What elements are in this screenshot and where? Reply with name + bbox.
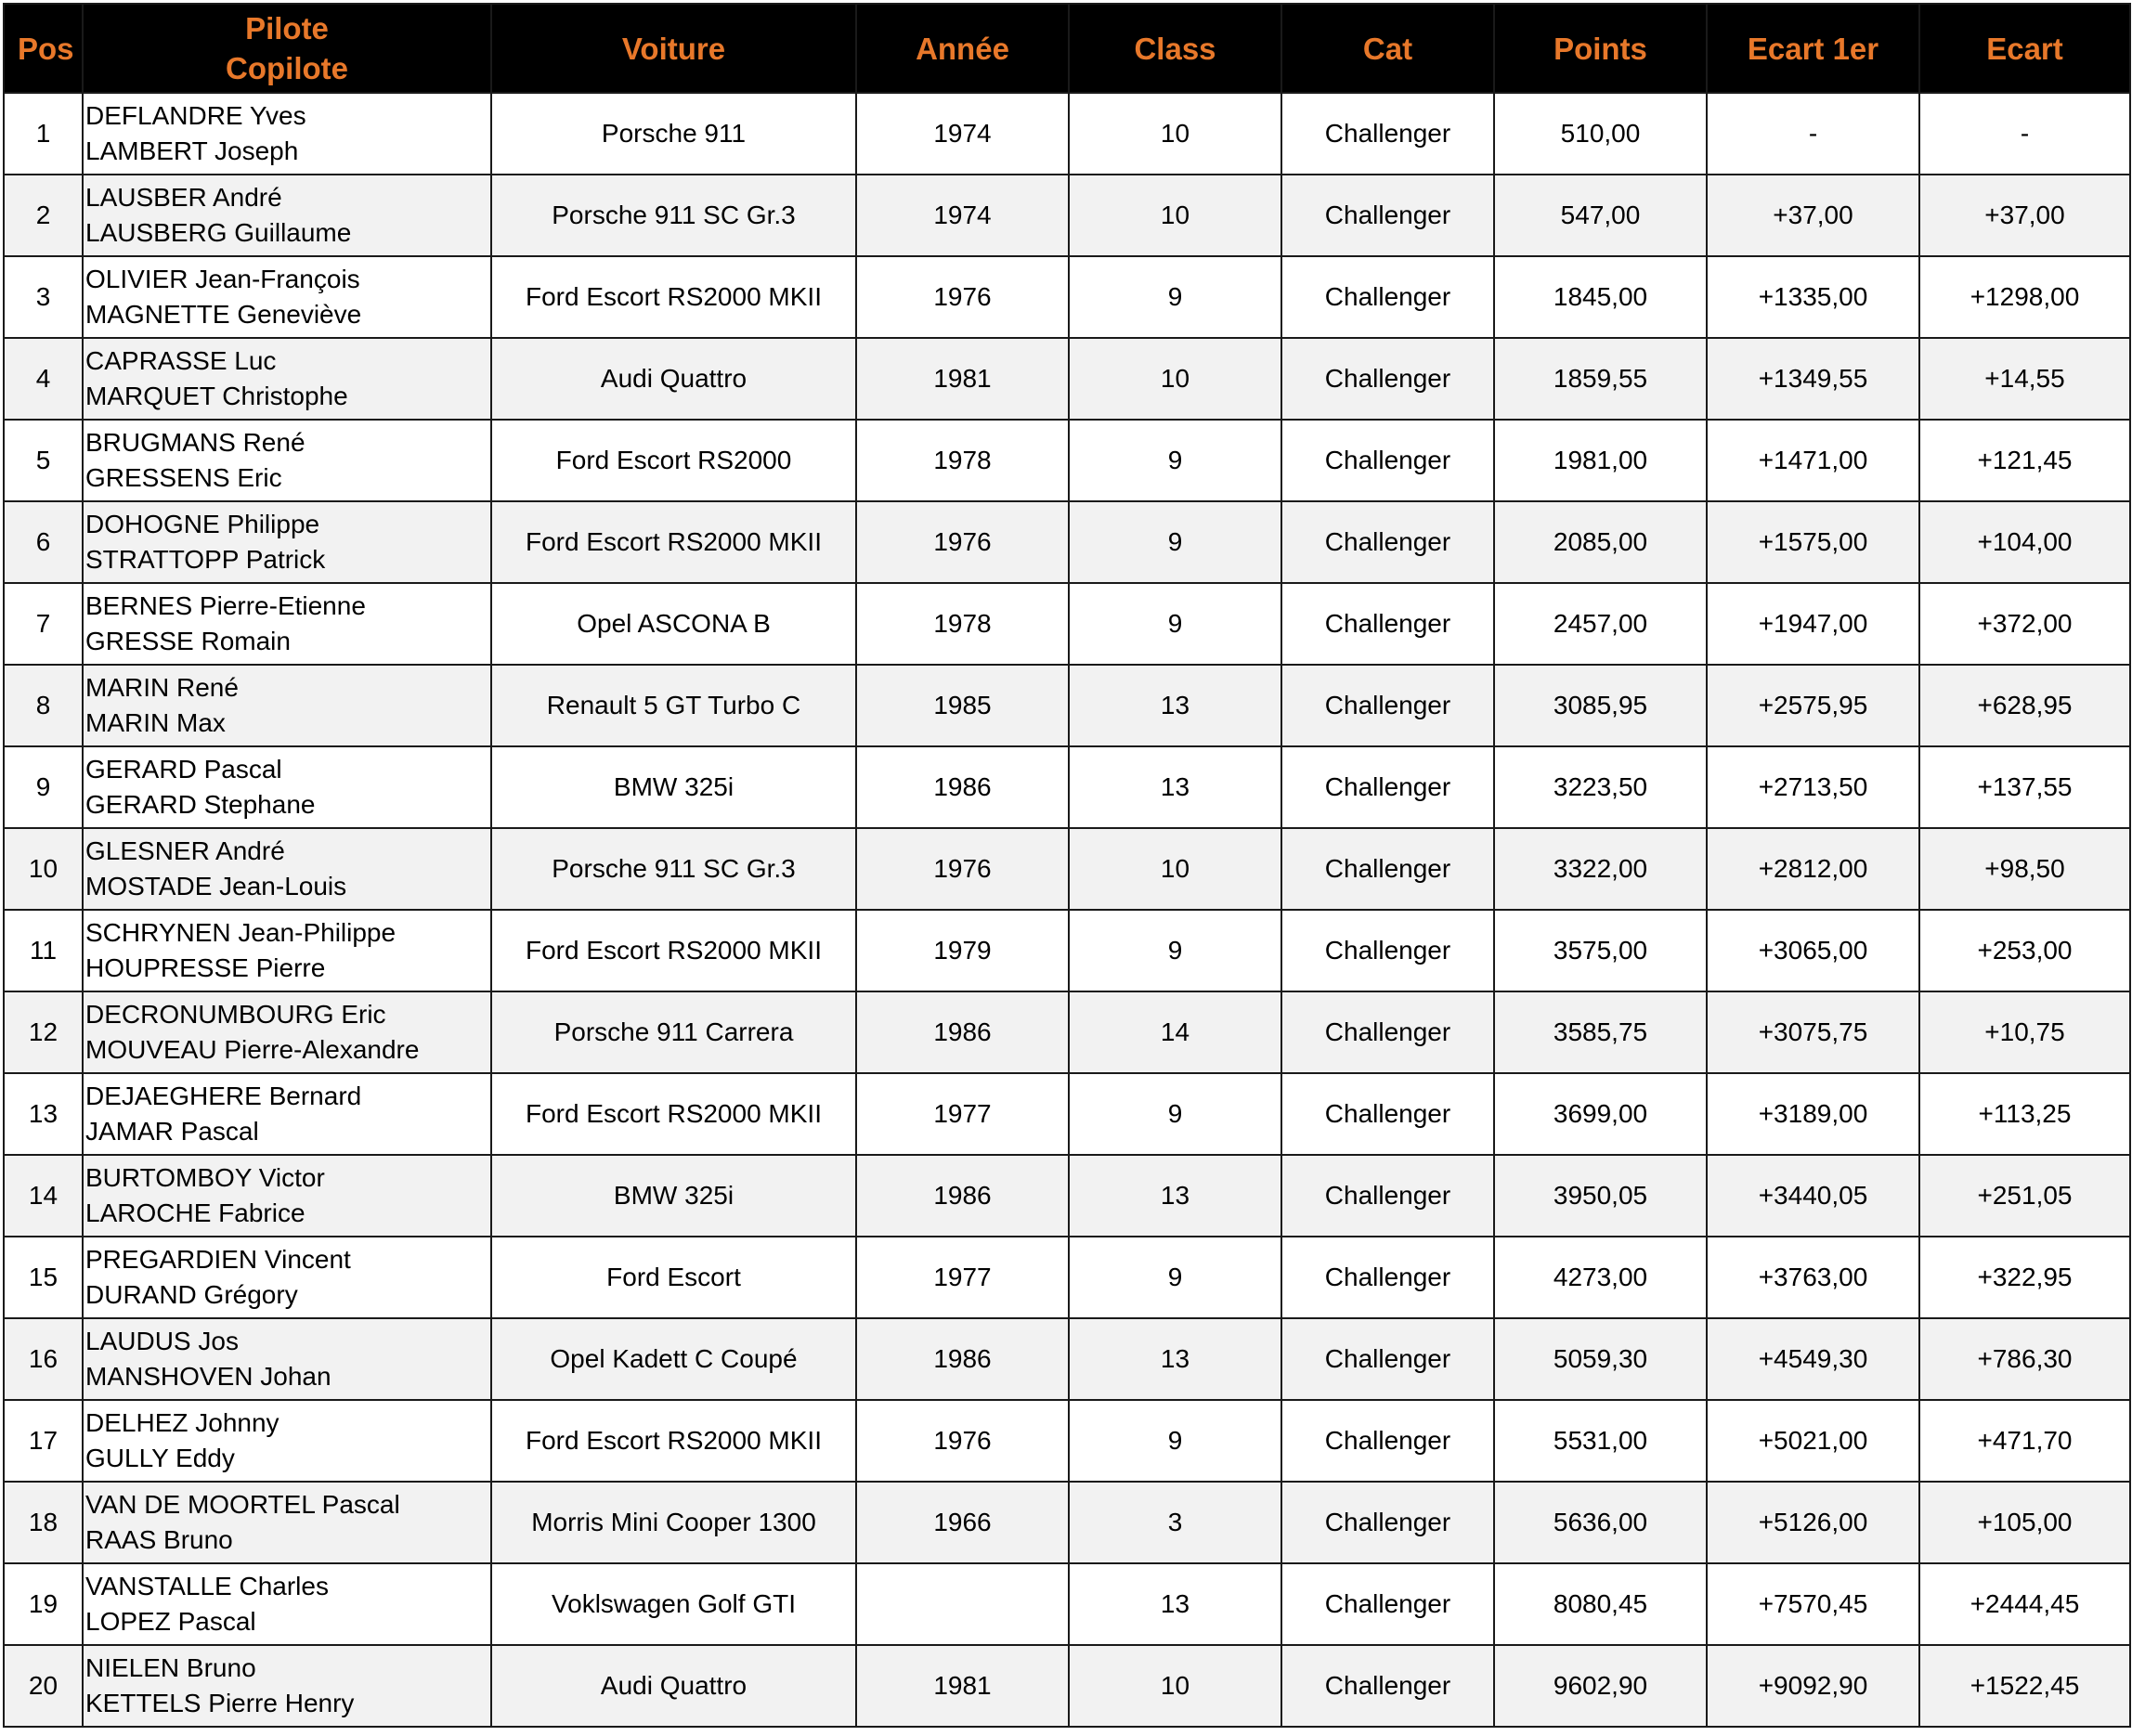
- cell-voiture: BMW 325i: [491, 746, 856, 828]
- cell-annee: 1976: [856, 828, 1069, 910]
- cell-voiture: Audi Quattro: [491, 1645, 856, 1727]
- cell-crew: [83, 910, 491, 991]
- cell-class: 9: [1069, 1073, 1281, 1155]
- cell-copilote: MAGNETTE Geneviève: [85, 300, 362, 329]
- cell-pilote: DOHOGNE Philippe: [85, 510, 320, 538]
- cell-copilote: GERARD Stephane: [85, 790, 316, 819]
- cell-annee: [856, 1563, 1069, 1645]
- cell-cat: Challenger: [1281, 1318, 1494, 1400]
- cell-annee: 1986: [856, 991, 1069, 1073]
- cell-crew: [83, 991, 491, 1073]
- cell-crew: [83, 1482, 491, 1563]
- cell-ecart-1er: +3763,00: [1707, 1237, 1919, 1318]
- table-row: [4, 1318, 2130, 1400]
- table-row: [4, 175, 2130, 256]
- cell-ecart: +471,70: [1919, 1400, 2130, 1482]
- cell-crew: [83, 1318, 491, 1400]
- cell-voiture: Ford Escort RS2000: [491, 420, 856, 501]
- cell-pos: 3: [4, 256, 83, 338]
- cell-pilote: GERARD Pascal: [85, 755, 282, 784]
- cell-ecart: +137,55: [1919, 746, 2130, 828]
- cell-voiture: Ford Escort RS2000 MKII: [491, 1400, 856, 1482]
- cell-ecart: +1298,00: [1919, 256, 2130, 338]
- cell-copilote: GULLY Eddy: [85, 1444, 235, 1472]
- cell-ecart: +14,55: [1919, 338, 2130, 420]
- cell-ecart: +10,75: [1919, 991, 2130, 1073]
- table-row: [4, 583, 2130, 665]
- table-row: [4, 1400, 2130, 1482]
- cell-pilote: NIELEN Bruno: [85, 1653, 256, 1682]
- header-copilote: Copilote: [226, 51, 348, 85]
- cell-copilote: LAUSBERG Guillaume: [85, 218, 352, 247]
- table-row: [4, 910, 2130, 991]
- cell-pos: 12: [4, 991, 83, 1073]
- cell-copilote: GRESSE Romain: [85, 627, 291, 655]
- cell-cat: Challenger: [1281, 501, 1494, 583]
- cell-voiture: Ford Escort RS2000 MKII: [491, 1073, 856, 1155]
- cell-pilote: MARIN René: [85, 673, 239, 702]
- cell-pilote: DEFLANDRE Yves: [85, 101, 306, 130]
- cell-ecart: -: [1919, 93, 2130, 175]
- cell-class: 13: [1069, 1155, 1281, 1237]
- cell-annee: 1981: [856, 338, 1069, 420]
- cell-cat: Challenger: [1281, 665, 1494, 746]
- cell-pos: 8: [4, 665, 83, 746]
- cell-crew: [83, 1237, 491, 1318]
- cell-cat: Challenger: [1281, 910, 1494, 991]
- cell-points: 5636,00: [1494, 1482, 1707, 1563]
- table-row: [4, 501, 2130, 583]
- cell-pos: 14: [4, 1155, 83, 1237]
- cell-ecart-1er: +9092,90: [1707, 1645, 1919, 1727]
- cell-ecart-1er: +1349,55: [1707, 338, 1919, 420]
- cell-copilote: GRESSENS Eric: [85, 463, 282, 492]
- cell-class: 9: [1069, 1237, 1281, 1318]
- cell-cat: Challenger: [1281, 93, 1494, 175]
- cell-annee: 1976: [856, 501, 1069, 583]
- cell-ecart-1er: +3189,00: [1707, 1073, 1919, 1155]
- cell-pos: 1: [4, 93, 83, 175]
- header-row: [4, 4, 2130, 93]
- cell-copilote: KETTELS Pierre Henry: [85, 1689, 355, 1717]
- cell-ecart: +104,00: [1919, 501, 2130, 583]
- cell-annee: 1986: [856, 1155, 1069, 1237]
- cell-pos: 13: [4, 1073, 83, 1155]
- cell-ecart: +105,00: [1919, 1482, 2130, 1563]
- cell-annee: 1978: [856, 583, 1069, 665]
- cell-class: 9: [1069, 1400, 1281, 1482]
- cell-points: 5059,30: [1494, 1318, 1707, 1400]
- cell-ecart: +251,05: [1919, 1155, 2130, 1237]
- cell-ecart: +121,45: [1919, 420, 2130, 501]
- cell-ecart: +253,00: [1919, 910, 2130, 991]
- cell-crew: [83, 746, 491, 828]
- cell-crew: [83, 501, 491, 583]
- cell-pos: 19: [4, 1563, 83, 1645]
- table-row: [4, 991, 2130, 1073]
- cell-copilote: MOUVEAU Pierre-Alexandre: [85, 1035, 420, 1064]
- cell-voiture: Opel Kadett C Coupé: [491, 1318, 856, 1400]
- cell-voiture: Voklswagen Golf GTI: [491, 1563, 856, 1645]
- cell-pilote: SCHRYNEN Jean-Philippe: [85, 918, 396, 947]
- cell-class: 10: [1069, 93, 1281, 175]
- cell-crew: [83, 665, 491, 746]
- table-row: [4, 1237, 2130, 1318]
- cell-ecart-1er: +3075,75: [1707, 991, 1919, 1073]
- cell-ecart: +628,95: [1919, 665, 2130, 746]
- cell-cat: Challenger: [1281, 1563, 1494, 1645]
- cell-annee: 1979: [856, 910, 1069, 991]
- cell-cat: Challenger: [1281, 991, 1494, 1073]
- table-row: [4, 256, 2130, 338]
- cell-annee: 1966: [856, 1482, 1069, 1563]
- cell-ecart: +2444,45: [1919, 1563, 2130, 1645]
- cell-ecart: +1522,45: [1919, 1645, 2130, 1727]
- cell-copilote: LAROCHE Fabrice: [85, 1198, 306, 1227]
- header-cat: Cat: [1281, 4, 1494, 93]
- cell-pilote: LAUSBER André: [85, 183, 282, 212]
- cell-annee: 1976: [856, 256, 1069, 338]
- cell-ecart: +113,25: [1919, 1073, 2130, 1155]
- cell-pilote: PREGARDIEN Vincent: [85, 1245, 351, 1274]
- cell-class: 9: [1069, 501, 1281, 583]
- cell-class: 10: [1069, 338, 1281, 420]
- table-row: [4, 746, 2130, 828]
- cell-points: 547,00: [1494, 175, 1707, 256]
- cell-copilote: MARQUET Christophe: [85, 382, 348, 410]
- cell-copilote: HOUPRESSE Pierre: [85, 953, 326, 982]
- cell-points: 2457,00: [1494, 583, 1707, 665]
- cell-crew: [83, 175, 491, 256]
- cell-cat: Challenger: [1281, 1237, 1494, 1318]
- cell-cat: Challenger: [1281, 1155, 1494, 1237]
- cell-ecart-1er: +5021,00: [1707, 1400, 1919, 1482]
- cell-pilote: BURTOMBOY Victor: [85, 1163, 325, 1192]
- cell-pilote: DELHEZ Johnny: [85, 1408, 280, 1437]
- cell-cat: Challenger: [1281, 338, 1494, 420]
- cell-copilote: STRATTOPP Patrick: [85, 545, 326, 574]
- cell-class: 3: [1069, 1482, 1281, 1563]
- header-annee: Année: [856, 4, 1069, 93]
- table-row: [4, 420, 2130, 501]
- cell-pos: 6: [4, 501, 83, 583]
- header-pos: Pos: [4, 4, 83, 93]
- cell-points: 1859,55: [1494, 338, 1707, 420]
- cell-pos: 18: [4, 1482, 83, 1563]
- cell-annee: 1985: [856, 665, 1069, 746]
- cell-annee: 1977: [856, 1073, 1069, 1155]
- cell-points: 3699,00: [1494, 1073, 1707, 1155]
- cell-annee: 1976: [856, 1400, 1069, 1482]
- cell-pilote: DECRONUMBOURG Eric: [85, 1000, 386, 1029]
- cell-pos: 20: [4, 1645, 83, 1727]
- cell-copilote: DURAND Grégory: [85, 1280, 298, 1309]
- cell-points: 1981,00: [1494, 420, 1707, 501]
- cell-class: 14: [1069, 991, 1281, 1073]
- cell-cat: Challenger: [1281, 175, 1494, 256]
- cell-pos: 15: [4, 1237, 83, 1318]
- cell-points: 3950,05: [1494, 1155, 1707, 1237]
- cell-pos: 17: [4, 1400, 83, 1482]
- header-ecart: Ecart: [1919, 4, 2130, 93]
- cell-voiture: BMW 325i: [491, 1155, 856, 1237]
- cell-points: 4273,00: [1494, 1237, 1707, 1318]
- cell-pos: 11: [4, 910, 83, 991]
- cell-voiture: Renault 5 GT Turbo C: [491, 665, 856, 746]
- cell-voiture: Ford Escort RS2000 MKII: [491, 256, 856, 338]
- cell-voiture: Opel ASCONA B: [491, 583, 856, 665]
- cell-voiture: Morris Mini Cooper 1300: [491, 1482, 856, 1563]
- cell-points: 2085,00: [1494, 501, 1707, 583]
- cell-ecart-1er: +2812,00: [1707, 828, 1919, 910]
- table-row: [4, 93, 2130, 175]
- cell-points: 3585,75: [1494, 991, 1707, 1073]
- table-row: [4, 1155, 2130, 1237]
- cell-crew: [83, 1563, 491, 1645]
- cell-annee: 1986: [856, 1318, 1069, 1400]
- cell-pilote: VANSTALLE Charles: [85, 1572, 329, 1600]
- cell-ecart-1er: +1575,00: [1707, 501, 1919, 583]
- cell-voiture: Audi Quattro: [491, 338, 856, 420]
- cell-pos: 10: [4, 828, 83, 910]
- cell-ecart-1er: +37,00: [1707, 175, 1919, 256]
- cell-class: 10: [1069, 1645, 1281, 1727]
- table-row: [4, 338, 2130, 420]
- cell-pilote: VAN DE MOORTEL Pascal: [85, 1490, 400, 1519]
- header-ecart-1er: Ecart 1er: [1707, 4, 1919, 93]
- cell-pilote: GLESNER André: [85, 836, 285, 865]
- cell-pos: 5: [4, 420, 83, 501]
- cell-cat: Challenger: [1281, 256, 1494, 338]
- cell-crew: [83, 1400, 491, 1482]
- cell-voiture: Porsche 911 Carrera: [491, 991, 856, 1073]
- cell-ecart-1er: +7570,45: [1707, 1563, 1919, 1645]
- cell-crew: [83, 256, 491, 338]
- cell-voiture: Porsche 911 SC Gr.3: [491, 175, 856, 256]
- cell-class: 9: [1069, 583, 1281, 665]
- cell-annee: 1978: [856, 420, 1069, 501]
- cell-points: 9602,90: [1494, 1645, 1707, 1727]
- cell-cat: Challenger: [1281, 1400, 1494, 1482]
- cell-copilote: JAMAR Pascal: [85, 1117, 259, 1146]
- cell-pos: 16: [4, 1318, 83, 1400]
- table-row: [4, 1563, 2130, 1645]
- cell-annee: 1986: [856, 746, 1069, 828]
- cell-annee: 1974: [856, 175, 1069, 256]
- cell-pilote: DEJAEGHERE Bernard: [85, 1082, 362, 1110]
- cell-voiture: Ford Escort: [491, 1237, 856, 1318]
- cell-cat: Challenger: [1281, 420, 1494, 501]
- cell-ecart-1er: +1471,00: [1707, 420, 1919, 501]
- cell-class: 9: [1069, 256, 1281, 338]
- cell-pos: 2: [4, 175, 83, 256]
- cell-ecart-1er: +1947,00: [1707, 583, 1919, 665]
- cell-cat: Challenger: [1281, 1482, 1494, 1563]
- cell-ecart: +37,00: [1919, 175, 2130, 256]
- cell-pilote: OLIVIER Jean-François: [85, 265, 360, 293]
- cell-class: 13: [1069, 746, 1281, 828]
- cell-ecart-1er: +2713,50: [1707, 746, 1919, 828]
- cell-voiture: Porsche 911: [491, 93, 856, 175]
- cell-points: 3085,95: [1494, 665, 1707, 746]
- header-class: Class: [1069, 4, 1281, 93]
- table-row: [4, 1073, 2130, 1155]
- cell-points: 3322,00: [1494, 828, 1707, 910]
- cell-cat: Challenger: [1281, 1073, 1494, 1155]
- cell-crew: [83, 1645, 491, 1727]
- cell-class: 9: [1069, 910, 1281, 991]
- cell-points: 5531,00: [1494, 1400, 1707, 1482]
- cell-ecart: +786,30: [1919, 1318, 2130, 1400]
- header-points: Points: [1494, 4, 1707, 93]
- cell-ecart-1er: +5126,00: [1707, 1482, 1919, 1563]
- cell-class: 10: [1069, 828, 1281, 910]
- table-row: [4, 665, 2130, 746]
- cell-copilote: MOSTADE Jean-Louis: [85, 872, 347, 900]
- cell-crew: [83, 338, 491, 420]
- results-body: [4, 93, 2130, 1727]
- cell-ecart-1er: -: [1707, 93, 1919, 175]
- cell-copilote: LOPEZ Pascal: [85, 1607, 256, 1636]
- header-voiture: Voiture: [491, 4, 856, 93]
- cell-copilote: RAAS Bruno: [85, 1525, 233, 1554]
- header-crew: [83, 4, 491, 93]
- cell-crew: [83, 420, 491, 501]
- cell-pilote: BERNES Pierre-Etienne: [85, 591, 366, 620]
- cell-pilote: CAPRASSE Luc: [85, 346, 277, 375]
- cell-cat: Challenger: [1281, 1645, 1494, 1727]
- table-row: [4, 1645, 2130, 1727]
- cell-ecart-1er: +1335,00: [1707, 256, 1919, 338]
- cell-crew: [83, 1155, 491, 1237]
- cell-ecart: +322,95: [1919, 1237, 2130, 1318]
- cell-copilote: LAMBERT Joseph: [85, 136, 299, 165]
- cell-cat: Challenger: [1281, 583, 1494, 665]
- header-pilote: Pilote: [245, 11, 329, 45]
- cell-pos: 7: [4, 583, 83, 665]
- cell-class: 13: [1069, 665, 1281, 746]
- cell-cat: Challenger: [1281, 828, 1494, 910]
- table-row: [4, 828, 2130, 910]
- cell-annee: 1977: [856, 1237, 1069, 1318]
- cell-crew: [83, 583, 491, 665]
- cell-pilote: BRUGMANS René: [85, 428, 306, 457]
- cell-ecart-1er: +3065,00: [1707, 910, 1919, 991]
- cell-points: 1845,00: [1494, 256, 1707, 338]
- cell-ecart: +372,00: [1919, 583, 2130, 665]
- table-row: [4, 1482, 2130, 1563]
- cell-annee: 1981: [856, 1645, 1069, 1727]
- cell-ecart-1er: +2575,95: [1707, 665, 1919, 746]
- cell-points: 510,00: [1494, 93, 1707, 175]
- cell-crew: [83, 93, 491, 175]
- cell-ecart: +98,50: [1919, 828, 2130, 910]
- cell-crew: [83, 828, 491, 910]
- cell-copilote: MARIN Max: [85, 708, 226, 737]
- cell-pilote: LAUDUS Jos: [85, 1327, 239, 1355]
- cell-class: 10: [1069, 175, 1281, 256]
- cell-pos: 4: [4, 338, 83, 420]
- cell-ecart-1er: +4549,30: [1707, 1318, 1919, 1400]
- cell-points: 3223,50: [1494, 746, 1707, 828]
- cell-ecart-1er: +3440,05: [1707, 1155, 1919, 1237]
- cell-points: 8080,45: [1494, 1563, 1707, 1645]
- results-table: [3, 3, 2131, 1728]
- cell-pos: 9: [4, 746, 83, 828]
- cell-voiture: Porsche 911 SC Gr.3: [491, 828, 856, 910]
- cell-annee: 1974: [856, 93, 1069, 175]
- cell-copilote: MANSHOVEN Johan: [85, 1362, 332, 1391]
- cell-class: 13: [1069, 1318, 1281, 1400]
- cell-class: 13: [1069, 1563, 1281, 1645]
- cell-voiture: Ford Escort RS2000 MKII: [491, 501, 856, 583]
- cell-cat: Challenger: [1281, 746, 1494, 828]
- cell-crew: [83, 1073, 491, 1155]
- cell-points: 3575,00: [1494, 910, 1707, 991]
- cell-class: 9: [1069, 420, 1281, 501]
- cell-voiture: Ford Escort RS2000 MKII: [491, 910, 856, 991]
